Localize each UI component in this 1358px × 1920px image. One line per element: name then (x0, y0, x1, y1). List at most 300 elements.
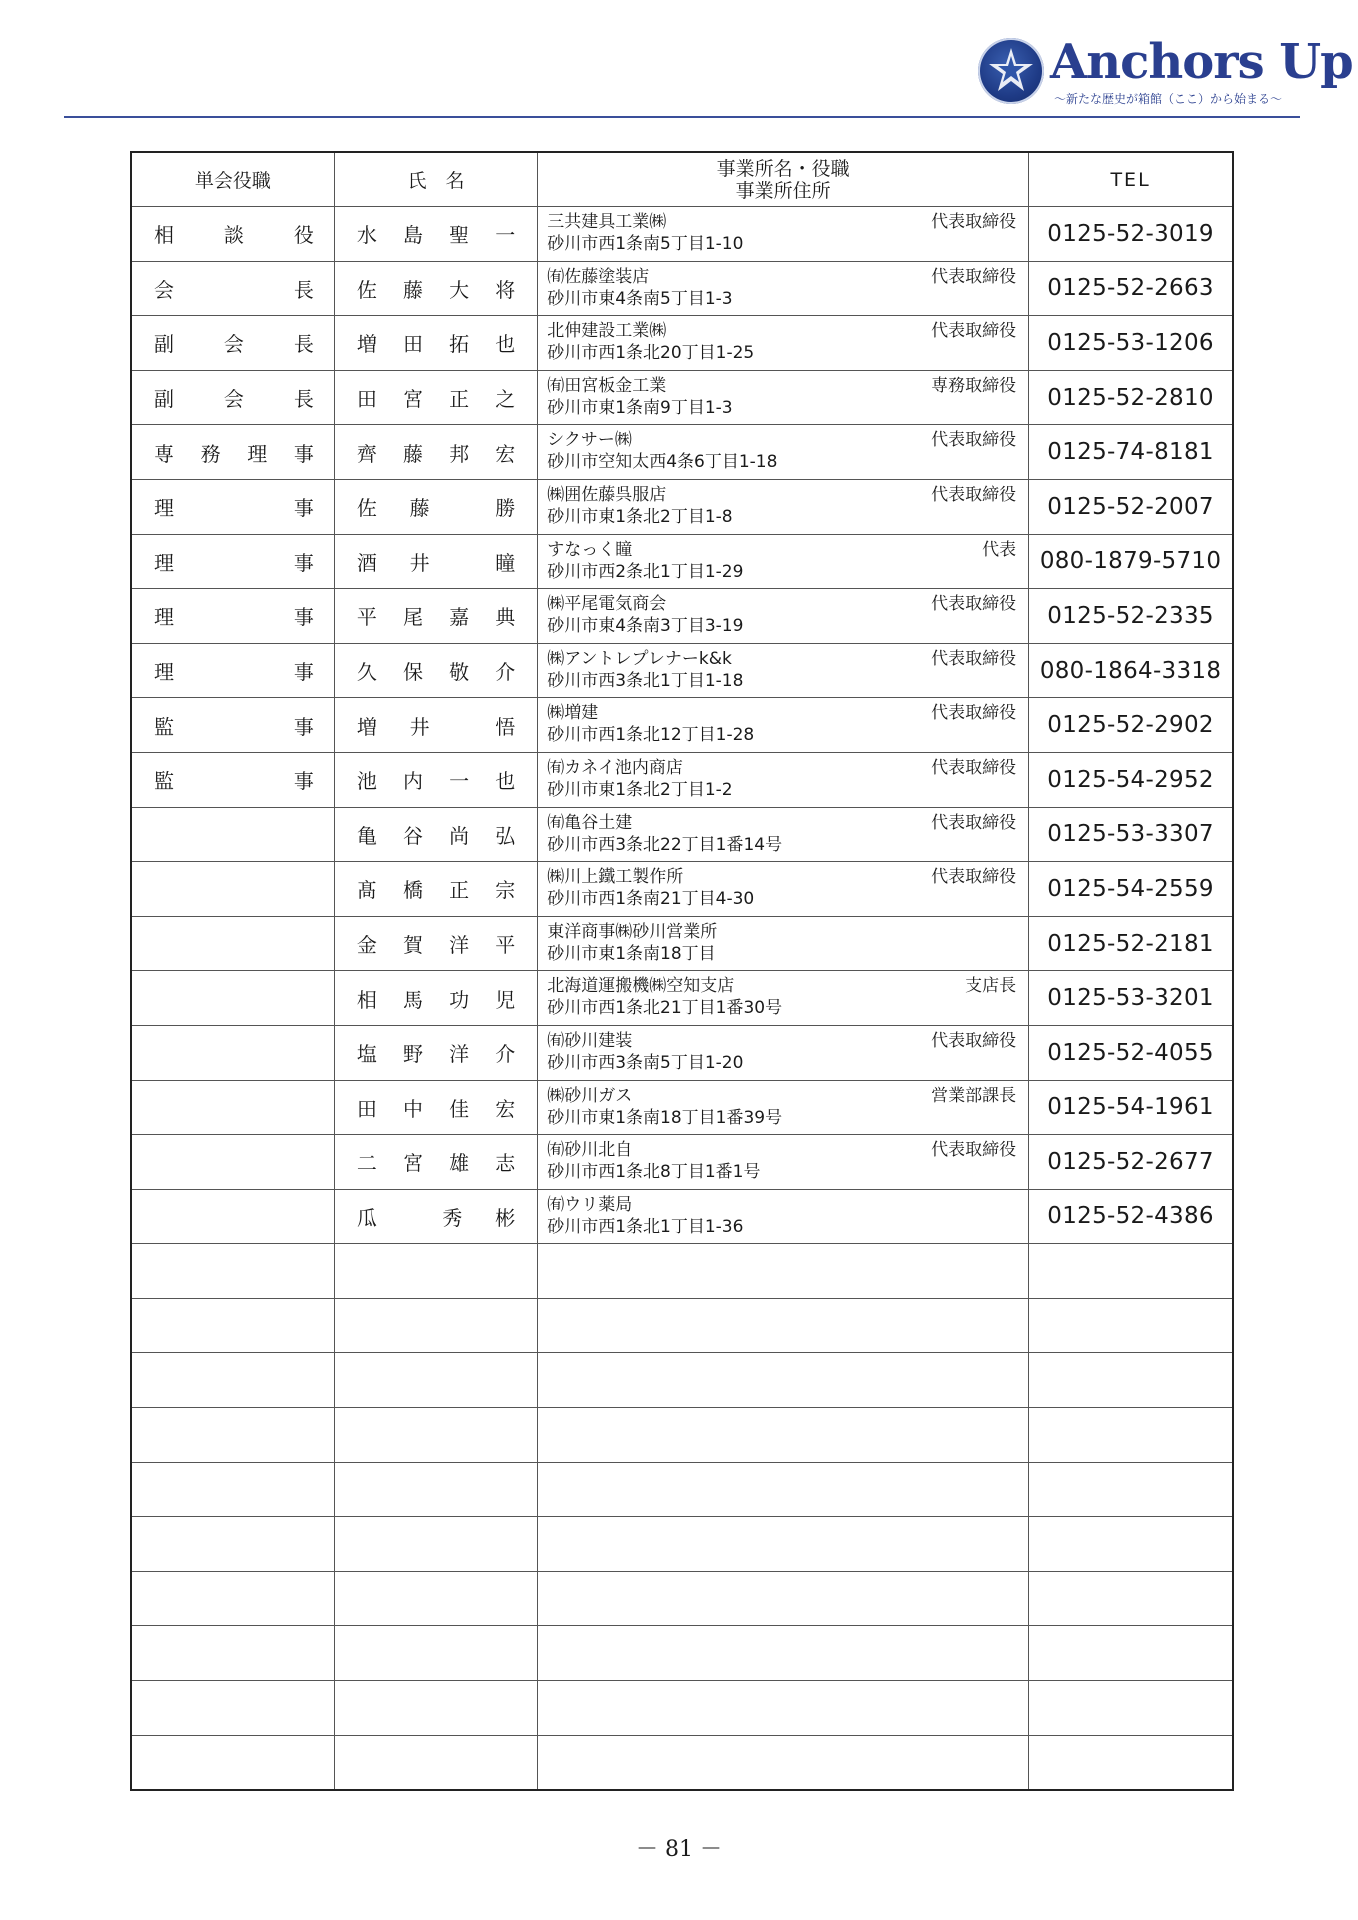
office-address: 砂川市東1条北2丁目1-2 (547, 779, 733, 800)
name-cell (334, 698, 537, 753)
office-cell (538, 534, 1029, 589)
name-char: 橋 (402, 878, 423, 903)
tel-cell (1029, 1681, 1233, 1736)
role-char: 理 (154, 496, 174, 521)
name-char: 志 (495, 1151, 516, 1176)
name-char: 賀 (402, 933, 423, 958)
role-char: 事 (293, 660, 314, 685)
office-address: 砂川市西1条北20丁目1-25 (547, 343, 755, 364)
name-char: 二 (356, 1151, 377, 1176)
member-roster-table (130, 151, 1234, 1791)
tel-cell (1029, 207, 1233, 262)
table-row (131, 370, 1233, 425)
role-char: 長 (293, 332, 314, 357)
roster-body (131, 207, 1233, 1791)
name-char: 一 (495, 223, 516, 248)
name-char: 藤 (402, 441, 423, 466)
table-row (131, 752, 1233, 807)
position-title: 営業部課長 (931, 1085, 1017, 1106)
company-name: ㈱囲佐藤呉服店 (547, 484, 667, 505)
company-name: すなっく瞳 (547, 539, 633, 560)
tel-cell (1029, 862, 1233, 917)
name-char: 亀 (356, 823, 377, 848)
position-title: 代表取締役 (931, 321, 1017, 342)
table-row (131, 1735, 1233, 1790)
tel-number: 0125-54-2559 (1047, 875, 1214, 902)
tel-cell (1029, 752, 1233, 807)
name-cell (334, 1244, 537, 1299)
tel-cell (1029, 971, 1233, 1026)
office-cell (538, 1681, 1029, 1736)
name-char: 大 (449, 277, 470, 302)
role-cell (131, 1244, 334, 1299)
role-char: 相 (154, 223, 174, 248)
name-cell (334, 207, 537, 262)
company-name: ㈱アントレプレナーk&k (547, 648, 732, 669)
role-cell (131, 207, 334, 262)
company-name: 東洋商事㈱砂川営業所 (547, 921, 718, 942)
role-cell (131, 316, 334, 371)
tel-number: 0125-54-2952 (1047, 766, 1214, 793)
office-cell (538, 425, 1029, 480)
role-char: 事 (293, 550, 314, 575)
name-char: 聖 (449, 223, 470, 248)
name-char: 介 (495, 660, 516, 685)
tel-number: 0125-52-2007 (1047, 493, 1214, 520)
tel-cell (1029, 425, 1233, 480)
table-row (131, 1517, 1233, 1572)
office-address: 砂川市西3条北1丁目1-18 (547, 670, 744, 691)
table-row (131, 971, 1233, 1026)
tel-number: 080-1879-5710 (1039, 548, 1222, 575)
table-row (131, 1298, 1233, 1353)
role-cell (131, 862, 334, 917)
tel-number: 0125-74-8181 (1047, 439, 1214, 466)
name-char: 野 (402, 1042, 423, 1067)
tel-cell (1029, 370, 1233, 425)
role-char: 事 (293, 605, 314, 630)
tel-cell (1029, 807, 1233, 862)
name-char: 邦 (449, 441, 470, 466)
tel-cell (1029, 261, 1233, 316)
office-cell (538, 862, 1029, 917)
office-address: 砂川市東4条南3丁目3-19 (547, 616, 744, 637)
tel-cell (1029, 698, 1233, 753)
role-char: 副 (154, 332, 174, 357)
role-cell (131, 1298, 334, 1353)
name-char: 尚 (449, 823, 470, 848)
name-cell (334, 807, 537, 862)
name-char: 佐 (356, 496, 377, 521)
table-row (131, 1681, 1233, 1736)
name-cell (334, 1626, 537, 1681)
table-row (131, 862, 1233, 917)
role-char: 専 (154, 441, 174, 466)
name-char: 水 (356, 223, 377, 248)
name-char: 将 (495, 277, 516, 302)
header-name: 氏 名 (334, 152, 537, 207)
name-char: 佳 (449, 1096, 470, 1121)
position-title: 専務取締役 (931, 375, 1017, 396)
office-cell (538, 1135, 1029, 1190)
name-cell (334, 1025, 537, 1080)
table-row (131, 425, 1233, 480)
table-header-row (131, 152, 1233, 207)
tel-number: 0125-52-2677 (1047, 1148, 1214, 1175)
tel-cell (1029, 916, 1233, 971)
position-title: 代表 (982, 539, 1017, 560)
office-cell (538, 643, 1029, 698)
office-address: 砂川市西2条北1丁目1-29 (547, 561, 744, 582)
role-char: 事 (293, 441, 314, 466)
tel-number: 0125-52-2181 (1047, 930, 1214, 957)
tel-cell (1029, 1462, 1233, 1517)
role-cell (131, 1626, 334, 1681)
company-name: 北伸建設工業㈱ (547, 321, 667, 342)
tel-cell (1029, 1244, 1233, 1299)
position-title: 代表取締役 (931, 484, 1017, 505)
office-cell (538, 1244, 1029, 1299)
name-char: 宗 (495, 878, 516, 903)
name-char: 之 (495, 387, 516, 412)
name-cell (334, 752, 537, 807)
role-cell (131, 425, 334, 480)
company-name: 三共建具工業㈱ (547, 212, 667, 232)
name-char: 平 (356, 605, 377, 630)
name-cell (334, 1080, 537, 1135)
office-cell (538, 1571, 1029, 1626)
office-cell (538, 316, 1029, 371)
company-name: ㈲田宮板金工業 (547, 375, 667, 396)
table-row (131, 698, 1233, 753)
name-char: 瞳 (495, 550, 516, 575)
tel-number: 0125-52-4055 (1047, 1039, 1214, 1066)
name-cell (334, 1462, 537, 1517)
name-char: 瓜 (356, 1205, 377, 1230)
office-cell (538, 207, 1029, 262)
company-name: ㈲ウリ薬局 (547, 1194, 633, 1215)
office-cell (538, 1025, 1029, 1080)
tel-cell (1029, 1353, 1233, 1408)
tel-cell (1029, 1189, 1233, 1244)
role-cell (131, 1571, 334, 1626)
name-char: 宮 (402, 1151, 423, 1176)
role-cell (131, 752, 334, 807)
role-char: 会 (223, 387, 244, 412)
name-char: 敬 (449, 660, 470, 685)
name-cell (334, 261, 537, 316)
role-cell (131, 1025, 334, 1080)
tel-number: 080-1864-3318 (1039, 657, 1222, 684)
tel-cell (1029, 1298, 1233, 1353)
page-number: － 81 － (636, 1837, 722, 1862)
office-address: 砂川市西3条南5丁目1-20 (547, 1052, 744, 1073)
company-name: ㈱平尾電気商会 (547, 594, 667, 615)
tel-cell (1029, 1408, 1233, 1463)
table-row (131, 1353, 1233, 1408)
name-cell (334, 643, 537, 698)
header-office (538, 152, 1029, 207)
tel-number: 0125-53-1206 (1047, 329, 1214, 356)
name-char: 相 (356, 987, 377, 1012)
name-char: 藤 (402, 277, 423, 302)
role-char: 務 (200, 441, 221, 466)
name-char: 弘 (495, 823, 516, 848)
office-address: 砂川市西1条南21丁目4-30 (547, 889, 755, 910)
name-char: 平 (495, 933, 516, 958)
name-cell (334, 1571, 537, 1626)
name-char: 中 (402, 1096, 423, 1121)
role-char: 理 (154, 605, 174, 630)
role-cell (131, 1408, 334, 1463)
office-cell (538, 479, 1029, 534)
office-address: 砂川市西1条北21丁目1番30号 (547, 998, 783, 1019)
company-name: ㈲砂川北自 (547, 1140, 633, 1161)
office-address: 砂川市東4条南5丁目1-3 (547, 288, 733, 309)
position-title: 代表取締役 (931, 757, 1017, 778)
tel-cell (1029, 1135, 1233, 1190)
office-address: 砂川市西3条北22丁目1番14号 (547, 834, 783, 855)
tel-number: 0125-52-2335 (1047, 602, 1214, 629)
office-cell (538, 1517, 1029, 1572)
name-cell (334, 589, 537, 644)
name-char: 嘉 (449, 605, 470, 630)
name-char: 馬 (402, 987, 423, 1012)
name-char: 悟 (495, 714, 516, 739)
name-char: 谷 (402, 823, 423, 848)
office-cell (538, 807, 1029, 862)
tel-number: 0125-54-1961 (1047, 1094, 1214, 1121)
name-char: 洋 (449, 1042, 470, 1067)
role-char: 会 (154, 277, 174, 302)
role-char: 事 (293, 714, 314, 739)
role-cell (131, 807, 334, 862)
name-cell (334, 862, 537, 917)
name-char: 田 (402, 332, 423, 357)
position-title: 代表取締役 (931, 703, 1017, 724)
position-title: 代表取締役 (931, 1030, 1017, 1051)
role-cell (131, 1080, 334, 1135)
name-cell (334, 916, 537, 971)
tel-number: 0125-52-3019 (1047, 220, 1214, 247)
name-char: 井 (409, 714, 430, 739)
table-row (131, 807, 1233, 862)
tel-cell (1029, 643, 1233, 698)
position-title: 代表取締役 (931, 212, 1017, 232)
office-cell (538, 971, 1029, 1026)
name-char: 正 (449, 387, 470, 412)
role-cell (131, 534, 334, 589)
role-char: 長 (293, 387, 314, 412)
table-row (131, 207, 1233, 262)
company-name: ㈲カネイ池内商店 (547, 757, 683, 778)
role-char: 理 (154, 660, 174, 685)
table-row (131, 1244, 1233, 1299)
tel-cell (1029, 1626, 1233, 1681)
company-name: ㈲砂川建装 (547, 1030, 633, 1051)
name-char: 一 (449, 769, 470, 794)
office-cell (538, 1735, 1029, 1790)
name-char: 内 (402, 769, 423, 794)
role-char: 役 (293, 223, 314, 248)
role-cell (131, 1681, 334, 1736)
company-name: ㈱砂川ガス (547, 1085, 633, 1106)
role-cell (131, 1135, 334, 1190)
office-cell (538, 1408, 1029, 1463)
name-cell (334, 1408, 537, 1463)
table-row (131, 1626, 1233, 1681)
office-address: 砂川市西1条南5丁目1-10 (547, 234, 744, 254)
tel-cell (1029, 1517, 1233, 1572)
office-address: 砂川市空知太西4条6丁目1-18 (547, 452, 778, 473)
role-cell (131, 916, 334, 971)
company-name: ㈱川上鐵工製作所 (547, 867, 684, 888)
tel-number: 0125-53-3307 (1047, 821, 1214, 848)
name-char: 介 (495, 1042, 516, 1067)
office-cell (538, 752, 1029, 807)
office-address: 砂川市東1条南9丁目1-3 (547, 397, 733, 418)
name-char: 井 (409, 550, 430, 575)
header-rule (64, 116, 1300, 118)
tel-cell (1029, 1735, 1233, 1790)
name-char: 齊 (356, 441, 377, 466)
office-address: 砂川市西1条北12丁目1-28 (547, 725, 755, 746)
company-name: ㈲亀谷土建 (547, 812, 633, 833)
name-cell (334, 1735, 537, 1790)
role-char: 長 (293, 277, 314, 302)
name-char: 島 (402, 223, 423, 248)
office-cell (538, 698, 1029, 753)
table-row (131, 1462, 1233, 1517)
role-char: 監 (154, 769, 174, 794)
name-char: 池 (356, 769, 377, 794)
table-row (131, 261, 1233, 316)
name-char: 彬 (495, 1205, 516, 1230)
role-char: 副 (154, 387, 174, 412)
office-cell (538, 916, 1029, 971)
company-name: 北海道運搬機㈱空知支店 (547, 976, 735, 997)
name-cell (334, 425, 537, 480)
office-cell (538, 1189, 1029, 1244)
name-char: 佐 (356, 277, 377, 302)
tel-cell (1029, 1080, 1233, 1135)
position-title: 代表取締役 (931, 867, 1017, 888)
tel-cell (1029, 534, 1233, 589)
company-name: ㈱増建 (547, 703, 599, 724)
role-char: 事 (293, 769, 314, 794)
table-row (131, 589, 1233, 644)
name-char: 宮 (402, 387, 423, 412)
role-cell (131, 1462, 334, 1517)
role-char: 事 (293, 496, 314, 521)
name-char: 功 (449, 987, 470, 1012)
logo-seal-icon (978, 38, 1044, 104)
header-tel: TEL (1029, 152, 1233, 207)
name-cell (334, 1298, 537, 1353)
table-row (131, 916, 1233, 971)
name-char: 増 (356, 332, 377, 357)
name-char: 藤 (409, 496, 430, 521)
table-row (131, 1135, 1233, 1190)
role-cell (131, 698, 334, 753)
name-char: 保 (402, 660, 423, 685)
table-row (131, 1080, 1233, 1135)
tel-cell (1029, 316, 1233, 371)
office-cell (538, 1298, 1029, 1353)
table-row (131, 1189, 1233, 1244)
header-office-line1: 事業所名・役職 (716, 157, 850, 180)
name-char: 増 (356, 714, 377, 739)
role-cell (131, 261, 334, 316)
office-address: 砂川市東1条南18丁目 (547, 943, 716, 964)
name-cell (334, 971, 537, 1026)
anchors-up-logo (978, 34, 1353, 110)
name-char: 児 (495, 987, 516, 1012)
role-char: 談 (223, 223, 244, 248)
name-char: 也 (495, 332, 516, 357)
office-cell (538, 589, 1029, 644)
office-cell (538, 1353, 1029, 1408)
table-row (131, 534, 1233, 589)
name-cell (334, 316, 537, 371)
name-cell (334, 534, 537, 589)
role-cell (131, 971, 334, 1026)
role-cell (131, 643, 334, 698)
name-cell (334, 1189, 537, 1244)
office-cell (538, 1080, 1029, 1135)
tel-cell (1029, 1025, 1233, 1080)
role-cell (131, 370, 334, 425)
office-cell (538, 1626, 1029, 1681)
position-title: 代表取締役 (931, 430, 1017, 451)
table-row (131, 1025, 1233, 1080)
office-address: 砂川市西1条北1丁目1-36 (547, 1216, 744, 1237)
name-char: 尾 (402, 605, 423, 630)
name-char: 金 (356, 933, 377, 958)
name-char: 洋 (449, 933, 470, 958)
tel-number: 0125-52-2810 (1047, 384, 1214, 411)
name-char: 宏 (495, 441, 516, 466)
name-char: 酒 (356, 550, 377, 575)
company-name: シクサー㈱ (547, 430, 632, 451)
tel-cell (1029, 589, 1233, 644)
office-address: 砂川市東1条南18丁目1番39号 (547, 1107, 783, 1128)
role-cell (131, 1735, 334, 1790)
table-row (131, 316, 1233, 371)
name-char: 田 (356, 1096, 377, 1121)
role-char: 監 (154, 714, 174, 739)
office-address: 砂川市西1条北8丁目1番1号 (547, 1162, 761, 1183)
office-cell (538, 1462, 1029, 1517)
name-char: 髙 (356, 878, 377, 903)
tel-cell (1029, 1571, 1233, 1626)
name-char: 田 (356, 387, 377, 412)
name-char: 典 (495, 605, 516, 630)
position-title: 代表取締役 (931, 648, 1017, 669)
name-char: 久 (356, 660, 377, 685)
office-address: 砂川市東1条北2丁目1-8 (547, 506, 733, 527)
name-char: 宏 (495, 1096, 516, 1121)
name-cell (334, 1681, 537, 1736)
name-cell (334, 1517, 537, 1572)
role-cell (131, 1189, 334, 1244)
logo-title: Anchors Up (1050, 34, 1353, 90)
role-char: 会 (223, 332, 244, 357)
role-cell (131, 589, 334, 644)
name-char: 正 (449, 878, 470, 903)
role-char: 理 (154, 550, 174, 575)
header-role: 単会役職 (131, 152, 334, 207)
